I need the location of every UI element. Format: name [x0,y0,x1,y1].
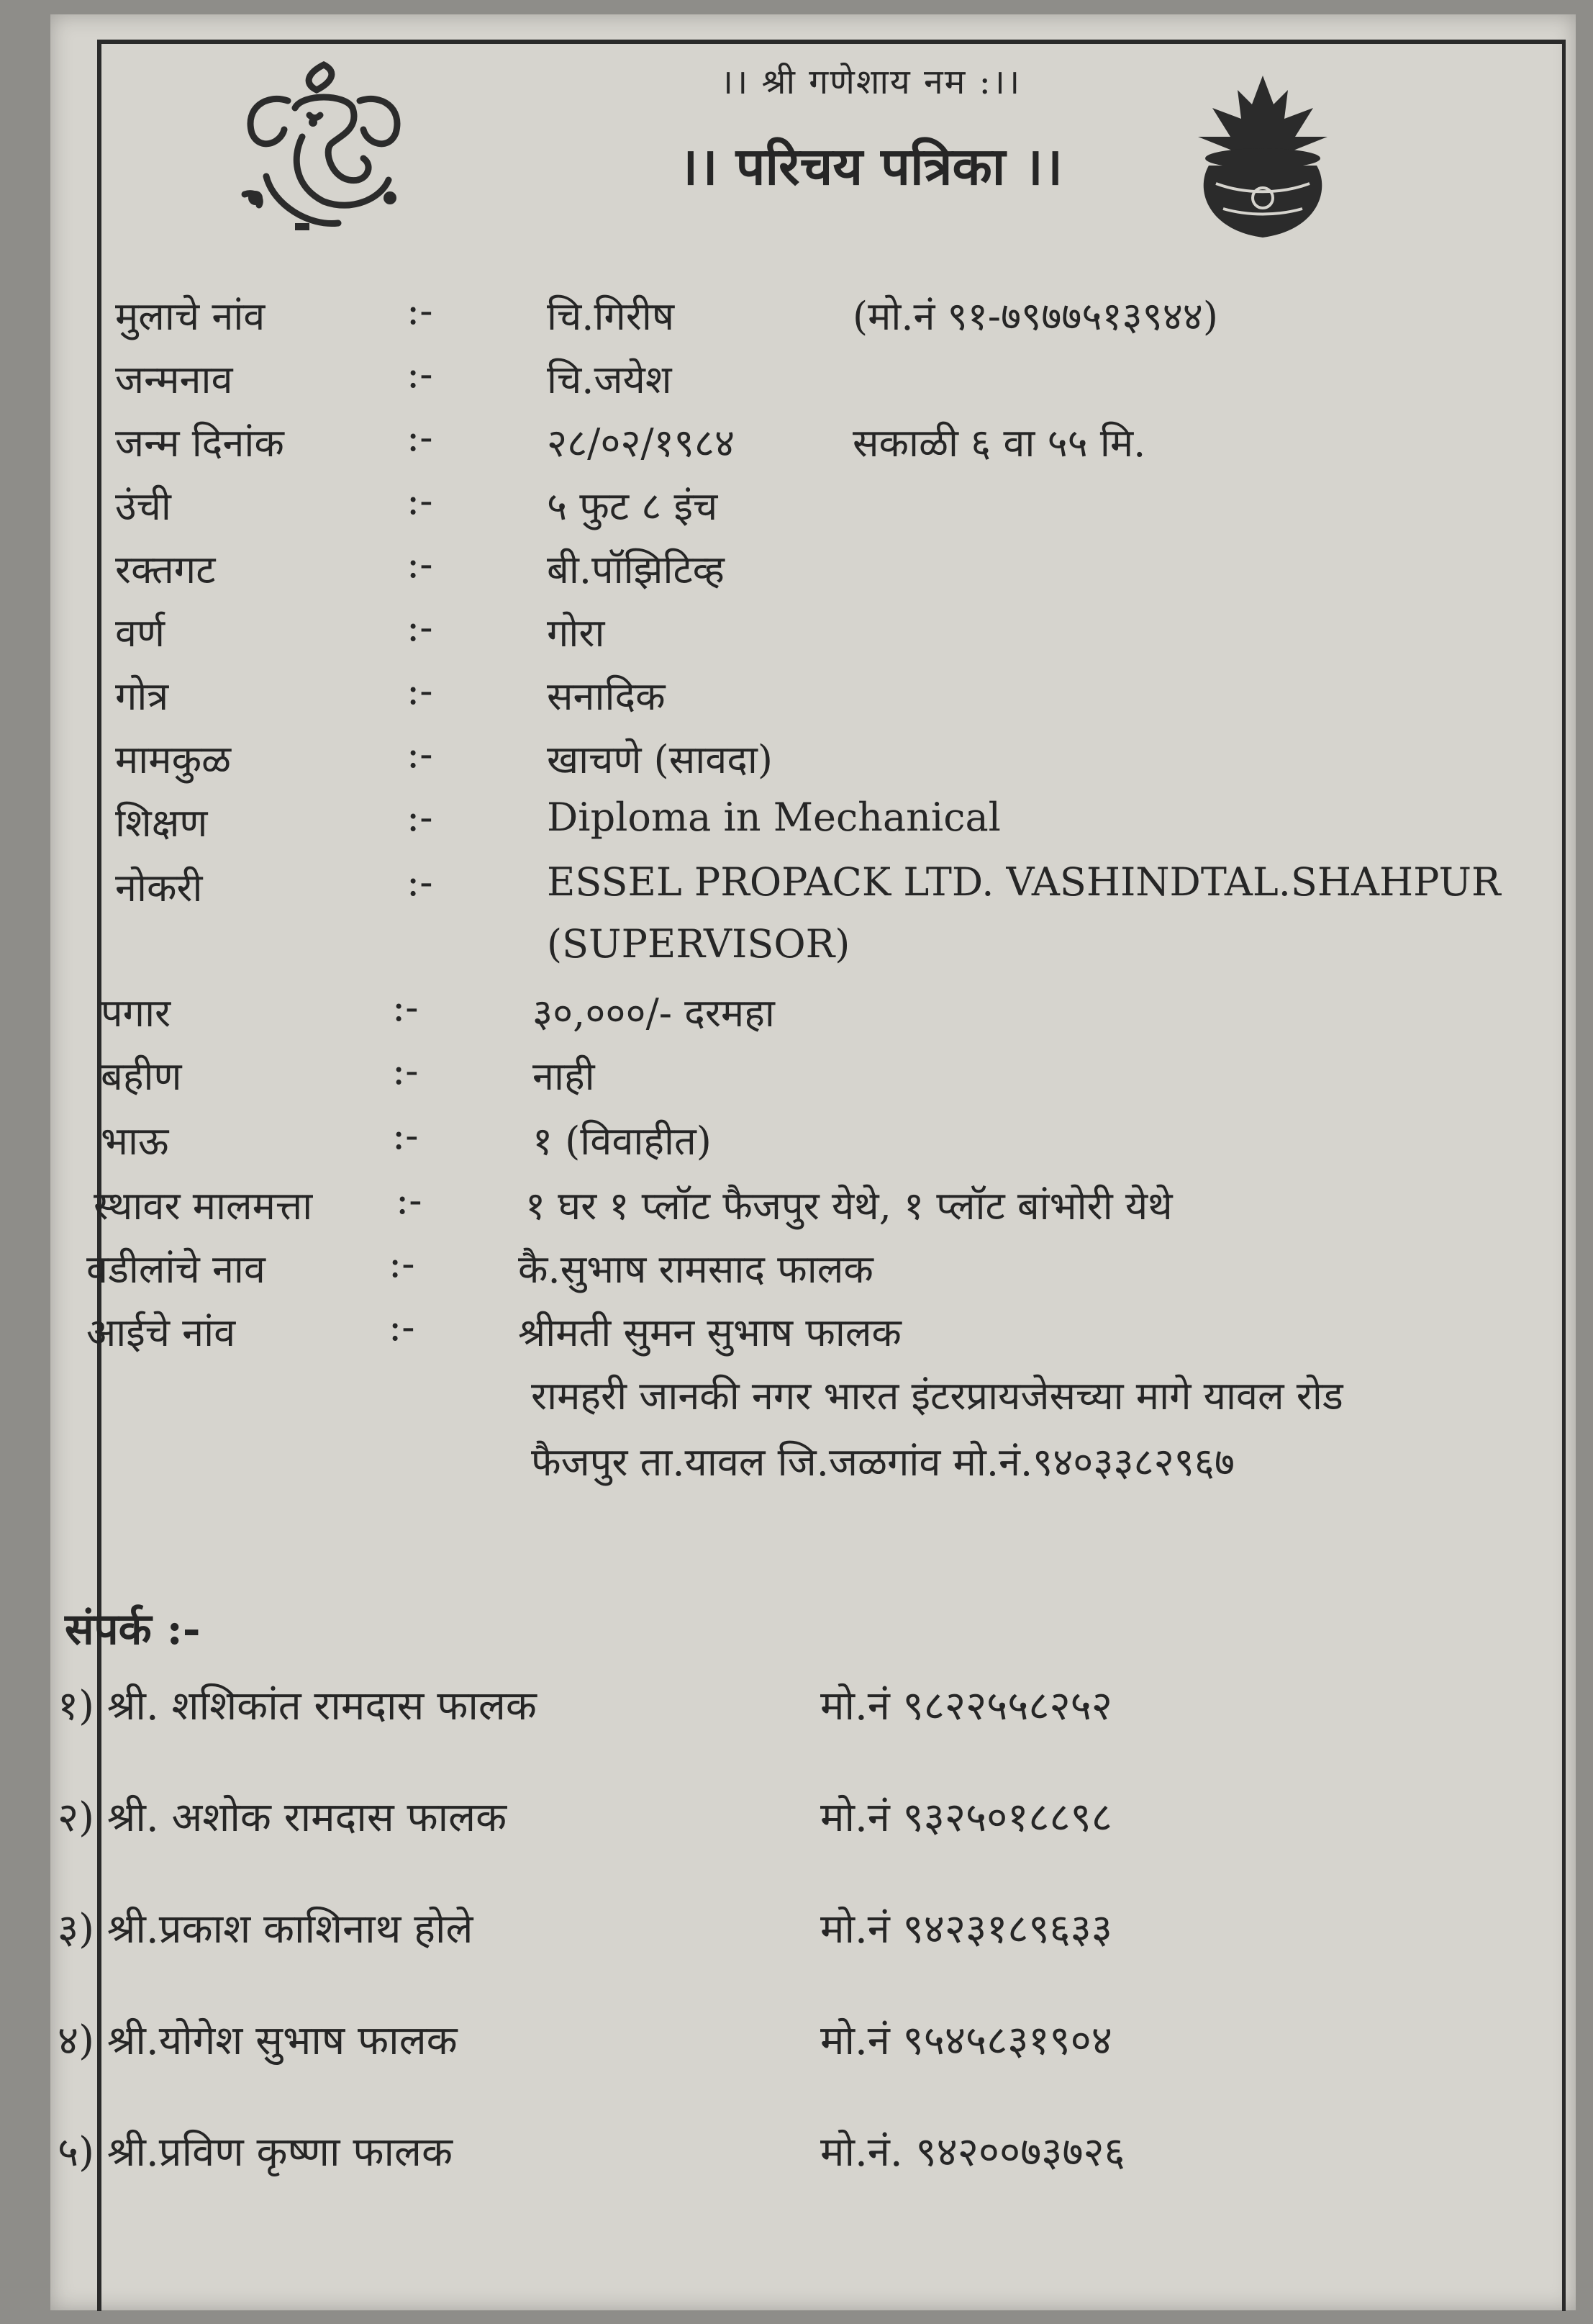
detail-value: ESSEL PROPACK LTD. VASHINDTAL.SHAHPUR [547,859,1501,905]
detail-separator: :- [392,985,419,1030]
address-line: रामहरी जानकी नगर भारत इंटरप्रायजेसच्या मागे यावल रोड [531,1373,1343,1419]
detail-label: बहीण [101,1054,182,1099]
detail-separator: :- [407,415,433,460]
detail-extra: सकाळी ६ वा ५५ मि. [853,420,1146,466]
contacts-heading: संपर्क :- [65,1604,201,1655]
detail-label: नोकरी [115,865,203,910]
detail-separator: :- [407,288,433,333]
detail-separator: :- [392,1113,419,1158]
detail-value: १ घर १ प्लॉट फैजपुर येथे, १ प्लॉट बांभोरी येथे [525,1183,1173,1229]
detail-extra: (मो.नं ९१-७९७७५१३९४४) [853,294,1218,339]
contact-phone: मो.नं ९३२५०१८८९८ [820,1794,1112,1841]
detail-label: वर्ण [115,610,165,656]
detail-value: ५ फुट ८ इंच [547,484,718,529]
detail-label: मामकुळ [115,737,232,782]
detail-value: १ (विवाहीत) [532,1118,712,1164]
detail-value: श्रीमती सुमन सुभाष फालक [518,1310,902,1355]
detail-value: २८/०२/१९८४ [547,420,735,466]
detail-label: भाऊ [101,1118,169,1164]
detail-separator: :- [407,351,433,397]
detail-separator: :- [396,1177,422,1223]
ganesha-icon [223,50,425,238]
page-border [97,40,1566,2311]
detail-value: कै.सुभाष रामसाद फालक [518,1247,873,1292]
contact-name: २) श्री. अशोक रामदास फालक [58,1794,507,1841]
contact-name: ३) श्री.प्रकाश काशिनाथ होले [58,1906,473,1953]
detail-separator: :- [407,668,433,713]
detail-label: उंची [115,484,171,529]
contact-name: ५) श्री.प्रविण कृष्णा फालक [58,2129,453,2176]
kalash-icon [1180,68,1345,248]
detail-value: चि.जयेश [547,357,672,402]
contact-name: ४) श्री.योगेश सुभाष फालक [58,2017,458,2064]
page-title: ।। परिचय पत्रिका ।। [678,135,1063,196]
detail-separator: :- [407,731,433,777]
detail-label: स्थावर मालमत्ता [94,1183,313,1229]
detail-separator: :- [392,1048,419,1093]
detail-label: शिक्षण [115,800,208,846]
detail-value: (SUPERVISOR) [547,921,850,967]
detail-value: चि.गिरीष [547,294,675,339]
detail-label: पगार [101,990,171,1036]
detail-separator: :- [407,541,433,587]
detail-label: आईचे नांव [86,1310,236,1355]
detail-separator: :- [407,859,433,905]
detail-value: नाही [532,1054,595,1099]
detail-label: वडीलांचे नाव [86,1247,266,1292]
detail-value: सनादिक [547,674,666,719]
detail-separator: :- [407,605,433,650]
detail-value: खाचणे (सावदा) [547,737,773,782]
detail-value: ३०,०००/- दरमहा [532,990,775,1036]
contact-name: १) श्री. शशिकांत रामदास फालक [58,1683,537,1730]
detail-value: बी.पॉझिटिव्ह [547,547,725,592]
detail-separator: :- [389,1241,415,1286]
detail-label: गोत्र [115,674,169,719]
contact-phone: मो.नं ९४२३१८९६३३ [820,1906,1112,1953]
detail-label: जन्मनाव [115,357,233,402]
detail-value: गोरा [547,610,605,656]
contact-phone: मो.नं ९५४५८३१९०४ [820,2017,1112,2064]
address-line: फैजपुर ता.यावल जि.जळगांव मो.नं.९४०३३८२९६७ [531,1439,1235,1485]
detail-label: मुलाचे नांव [115,294,266,339]
detail-separator: :- [407,478,433,523]
detail-label: जन्म दिनांक [115,420,284,466]
detail-label: रक्तगट [115,547,216,592]
invocation-text: ।। श्री गणेशाय नम :।। [720,62,1022,102]
detail-value: Diploma in Mechanical [547,795,1001,840]
contact-phone: मो.नं. ९४२००७३७२६ [820,2129,1125,2176]
detail-separator: :- [407,795,433,840]
detail-separator: :- [389,1304,415,1349]
contact-phone: मो.नं ९८२२५५८२५२ [820,1683,1112,1730]
